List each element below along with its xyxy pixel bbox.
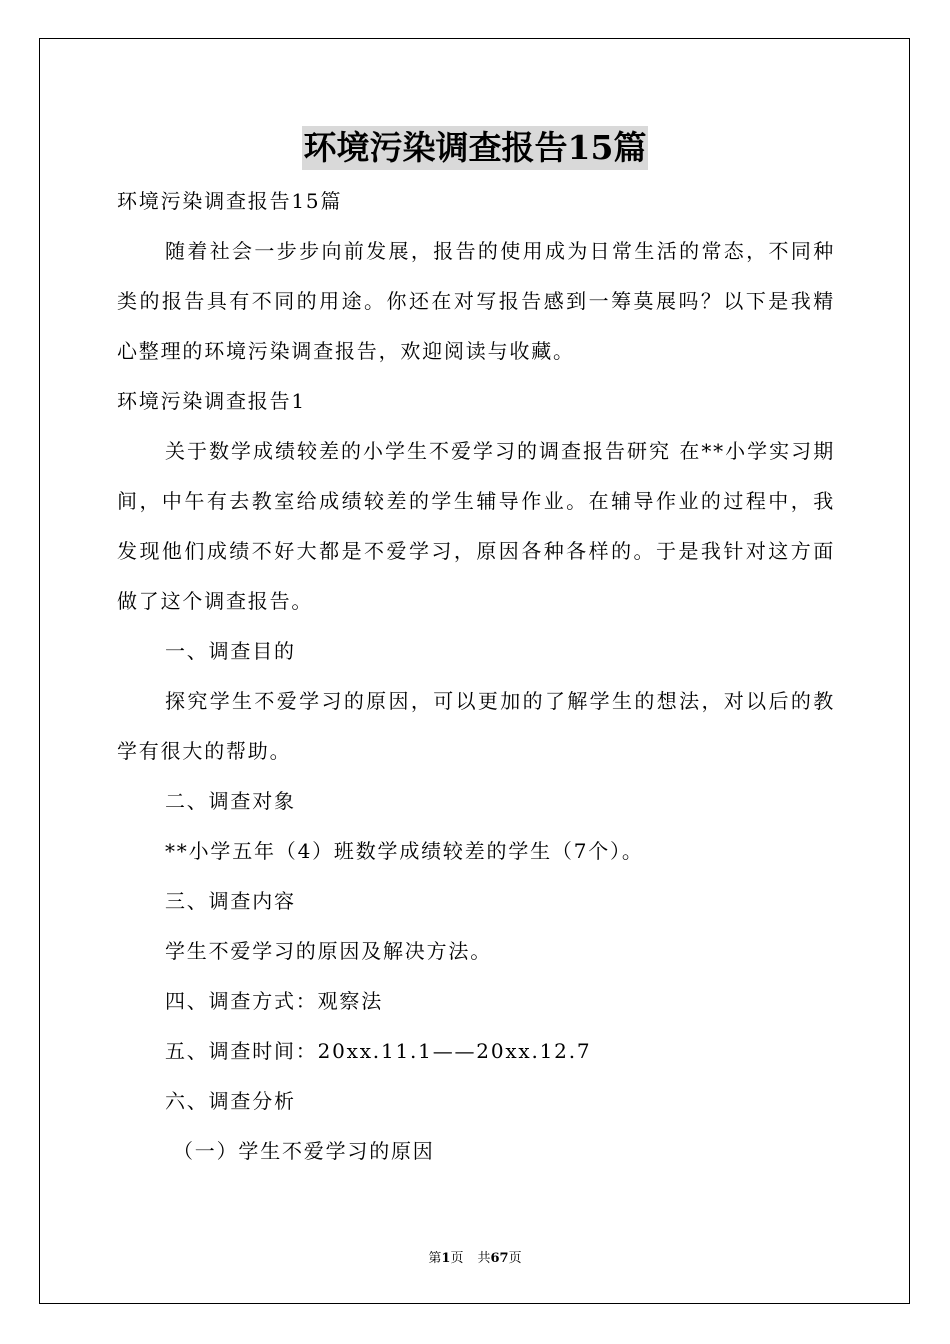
- heading-subjects: 二、调查对象: [165, 789, 296, 813]
- document-title: 环境污染调查报告15篇: [302, 126, 649, 170]
- paragraph-report-intro: 关于数学成绩较差的小学生不爱学习的调查报告研究 在**小学实习期间，中午有去教室给成绩较差的学生辅导作业。在辅导作业的过程中，我发现他们成绩不好大都是不爱学习，原因各种各样的。于是我针对这方面做了这个调查报告。: [117, 439, 835, 613]
- paragraph-intro: 随着社会一步步向前发展，报告的使用成为日常生活的常态，不同种类的报告具有不同的用途。你还在对写报告感到一筹莫展吗？以下是我精心整理的环境污染调查报告，欢迎阅读与收藏。: [117, 239, 835, 363]
- page-number: 1: [441, 1251, 451, 1266]
- paragraph-subtitle: 环境污染调查报告15篇: [117, 189, 343, 213]
- total-suffix: 页: [508, 1251, 522, 1266]
- paragraph-content: 学生不爱学习的原因及解决方法。: [165, 939, 492, 963]
- subheading-reasons: （一）学生不爱学习的原因: [173, 1139, 435, 1163]
- total-prefix: 共: [477, 1251, 491, 1266]
- page-suffix: 页: [450, 1251, 464, 1266]
- document-body: [117, 176, 835, 1176]
- heading-method: 四、调查方式：观察法: [165, 989, 383, 1013]
- heading-time: 五、调查时间：20xx.11.1——20xx.12.7: [165, 1039, 592, 1063]
- heading-analysis: 六、调查分析: [165, 1089, 296, 1113]
- total-pages: 67: [490, 1251, 509, 1266]
- page-prefix: 第: [428, 1251, 442, 1266]
- title-area: [0, 126, 950, 170]
- page-footer: [0, 1247, 950, 1266]
- heading-purpose: 一、调查目的: [165, 639, 296, 663]
- heading-content: 三、调查内容: [165, 889, 296, 913]
- section-heading-report-1: 环境污染调查报告1: [117, 389, 306, 413]
- paragraph-subjects: **小学五年（4）班数学成绩较差的学生（7个）。: [165, 839, 644, 863]
- paragraph-purpose: 探究学生不爱学习的原因，可以更加的了解学生的想法，对以后的教学有很大的帮助。: [117, 689, 835, 763]
